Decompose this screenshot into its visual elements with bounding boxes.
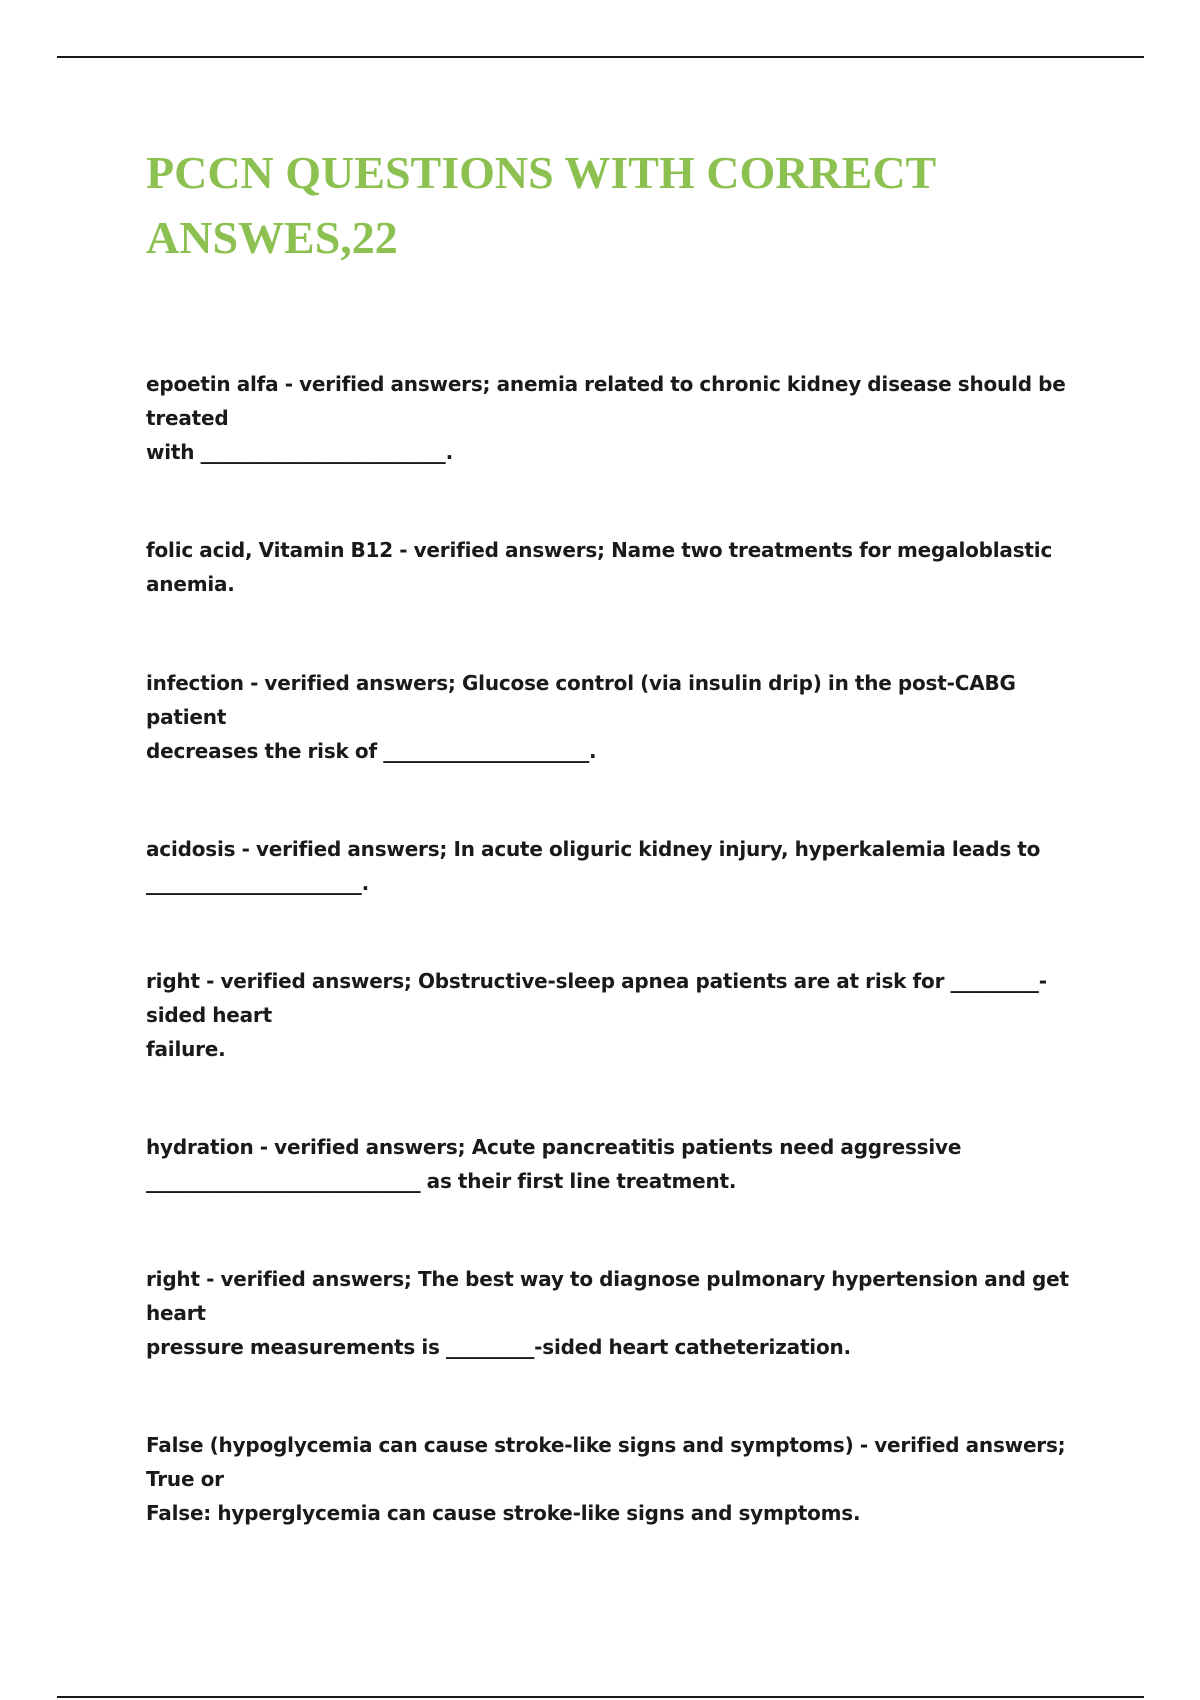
qa-item: infection - verified answers; Glucose control (via insulin drip) in the post-CABG patient decreases the risk of _____________________. (146, 671, 1016, 763)
qa-item: hydration - verified answers; Acute pancreatitis patients need aggressive ____________________________ as their first line treatment. (146, 1135, 962, 1193)
qa-item: right - verified answers; Obstructive-sleep apnea patients are at risk for _________-sided heart failure. (146, 969, 1047, 1061)
qa-item: acidosis - verified answers; In acute oliguric kidney injury, hyperkalemia leads to ______________________. (146, 837, 1041, 895)
footer-rule (57, 1696, 1144, 1698)
qa-item: epoetin alfa - verified answers; anemia related to chronic kidney disease should be treated with _________________________. (146, 372, 1066, 464)
qa-item: False (hypoglycemia can cause stroke-like signs and symptoms) - verified answers; True or False: hyperglycemia can cause stroke-like signs and symptoms. (146, 1433, 1066, 1525)
qa-item: folic acid, Vitamin B12 - verified answers; Name two treatments for megaloblastic anemia. (146, 538, 1053, 596)
qa-list (146, 367, 1086, 1594)
page-title: PCCN QUESTIONS WITH CORRECT ANSWES,22 (146, 147, 936, 263)
header-rule (57, 56, 1144, 58)
qa-item: right - verified answers; The best way to diagnose pulmonary hypertension and get heart pressure measurements is _________-sided heart catheterization. (146, 1267, 1069, 1359)
